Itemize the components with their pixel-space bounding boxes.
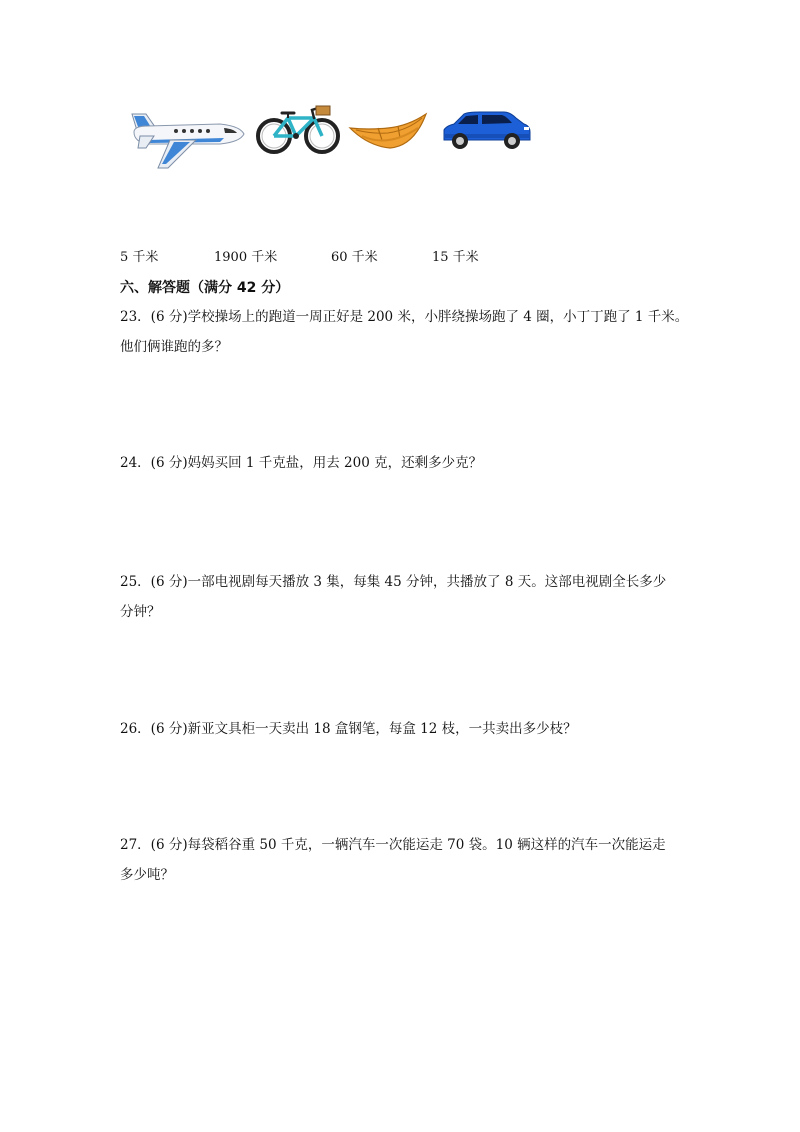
distance-label-4: 15 千米 — [432, 250, 479, 265]
airplane-icon — [124, 104, 248, 174]
distance-label-3: 60 千米 — [331, 250, 378, 265]
question-23-line-1: 23．(6 分)学校操场上的跑道一周正好是 200 米，小胖绕操场跑了 4 圈，小丁丁跑了 1 千米。 — [120, 309, 689, 325]
question-27-line-2: 多少吨？ — [120, 867, 174, 883]
question-26 — [120, 714, 700, 744]
bicycle-icon — [256, 100, 340, 156]
section-title: 六、解答题（满分 42 分） — [120, 280, 290, 296]
question-23-line-2: 他们俩谁跑的多？ — [120, 339, 228, 355]
car-icon — [440, 110, 532, 152]
car-picture — [440, 110, 532, 156]
question-23 — [120, 302, 700, 362]
question-25-line-1: 25．(6 分)一部电视剧每天播放 3 集，每集 45 分钟，共播放了 8 天。这部电视剧全长多少 — [120, 574, 667, 590]
distance-label-1: 5 千米 — [120, 250, 159, 265]
bicycle-picture — [256, 100, 340, 160]
airplane-picture — [124, 104, 248, 178]
question-25 — [120, 567, 700, 627]
question-27 — [120, 830, 700, 890]
question-24 — [120, 448, 700, 478]
boat-icon — [348, 106, 428, 154]
question-25-line-2: 分钟？ — [120, 604, 161, 620]
question-27-line-1: 27．(6 分)每袋稻谷重 50 千克，一辆汽车一次能运走 70 袋。10 辆这样的汽车一次能运走 — [120, 837, 666, 853]
boat-picture — [348, 106, 428, 158]
question-24-line-1: 24．(6 分)妈妈买回 1 千克盐，用去 200 克，还剩多少克？ — [120, 455, 483, 471]
distance-label-2: 1900 千米 — [214, 250, 278, 265]
question-26-line-1: 26．(6 分)新亚文具柜一天卖出 18 盒钢笔，每盒 12 枝，一共卖出多少枝？ — [120, 721, 577, 737]
